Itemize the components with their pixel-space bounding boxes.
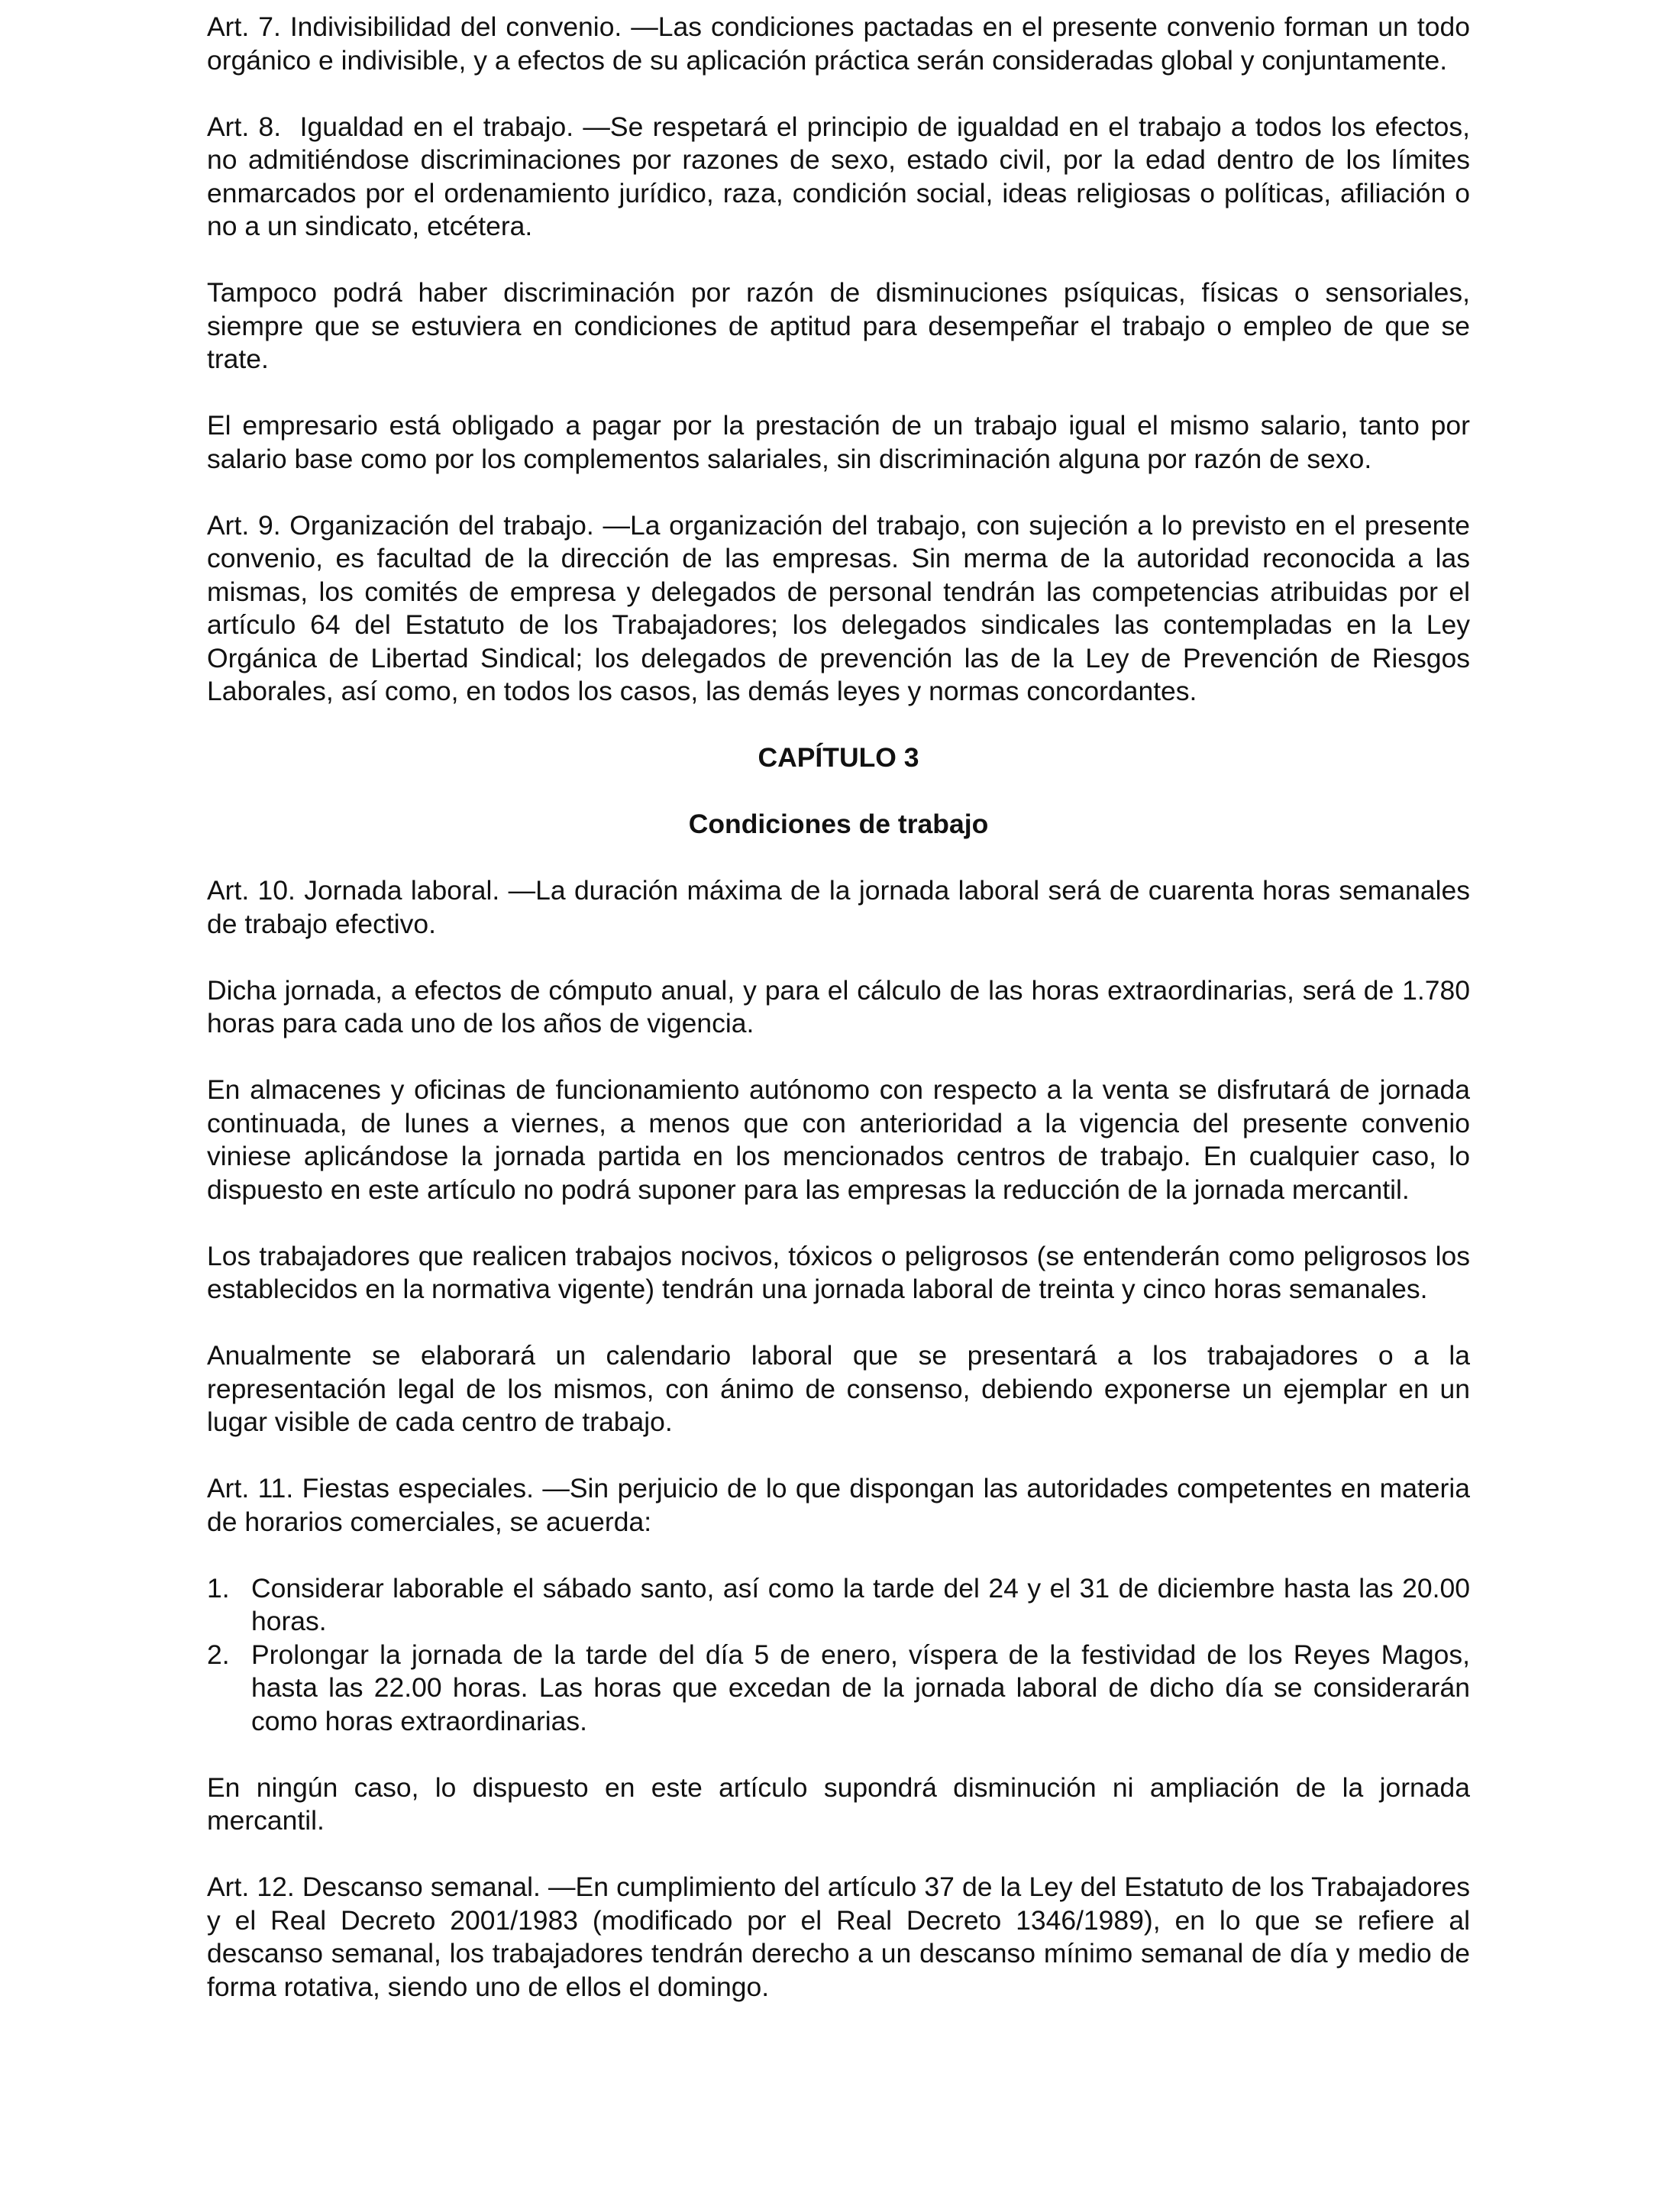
list-item-text: Considerar laborable el sábado santo, así como la tarde del 24 y el 31 de diciembre hasta las 20.00 horas. bbox=[251, 1572, 1470, 1636]
list-item bbox=[207, 1572, 1470, 1639]
article-11-list bbox=[207, 1572, 1470, 1739]
article-10-paragraph-4: Los trabajadores que realicen trabajos nocivos, tóxicos o peligrosos (se entenderán como peligrosos los establecidos en la normativa vigente) tendrán una jornada laboral de treinta y cinco horas semanales. bbox=[207, 1240, 1478, 1304]
article-7-paragraph: Art. 7. Indivisibilidad del convenio. —Las condiciones pactadas en el presente convenio forman un todo orgánico e indivisible, y a efectos de su aplicación práctica serán consideradas global y conjuntamente. bbox=[207, 11, 1478, 76]
chapter-label: CAPÍTULO 3 bbox=[758, 742, 919, 773]
article-12-paragraph: Art. 12. Descanso semanal. —En cumplimiento del artículo 37 de la Ley del Estatuto de los Trabajadores y el Real Decreto 2001/1983 (modificado por el Real Decreto 1346/1989), en lo que se refiere al descanso semanal, los trabajadores tendrán derecho a un descanso mínimo semanal de día y medio de forma rotativa, siendo uno de ellos el domingo. bbox=[207, 1872, 1478, 2002]
article-10-paragraph-2: Dicha jornada, a efectos de cómputo anual, y para el cálculo de las horas extraordinarias, será de 1.780 horas para cada uno de los años de vigencia. bbox=[207, 974, 1478, 1038]
list-item bbox=[207, 1639, 1470, 1739]
list-item-number: 1. bbox=[207, 1572, 230, 1604]
article-11-closing: En ningún caso, lo dispuesto en este artículo supondrá disminución ni ampliación de la jornada mercantil. bbox=[207, 1772, 1478, 1836]
article-8-paragraph-3: El empresario está obligado a pagar por la prestación de un trabajo igual el mismo salario, tanto por salario base como por los complementos salariales, sin discriminación alguna por razón de sexo. bbox=[207, 410, 1478, 474]
list-item-text: Prolongar la jornada de la tarde del día 5 de enero, víspera de la festividad de los Reyes Magos, hasta las 22.00 horas. Las horas que excedan de la jornada laboral de dicho día se considerarán como horas extraordinarias. bbox=[251, 1639, 1470, 1736]
article-9-paragraph: Art. 9. Organización del trabajo. —La organización del trabajo, con sujeción a lo previsto en el presente convenio, es facultad de la dirección de las empresas. Sin merma de la autoridad reconocida a las mismas, los comités de empresa y delegados de personal tendrán las competencias atribuidas por el artículo 64 del Estatuto de los Trabajadores; los delegados sindicales las contempladas en la Ley Orgánica de Libertad Sindical; los delegados de prevención las de la Ley de Prevención de Riesgos Laborales, así como, en todos los casos, las demás leyes y normas concordantes. bbox=[207, 509, 1478, 706]
list-item-number: 2. bbox=[207, 1639, 230, 1670]
chapter-title: Condiciones de trabajo bbox=[688, 809, 989, 839]
article-10-paragraph-3: En almacenes y oficinas de funcionamiento autónomo con respecto a la venta se disfrutará de jornada continuada, de lunes a viernes, a menos que con anterioridad a la vigencia del presente convenio viniese aplicándose la jornada partida en los mencionados centros de trabajo. En cualquier caso, lo dispuesto en este artículo no podrá suponer para las empresas la reducción de la jornada mercantil. bbox=[207, 1074, 1478, 1205]
article-8-paragraph: Art. 8. Igualdad en el trabajo. —Se respetará el principio de igualdad en el trabajo a todos los efectos, no admitiéndose discriminaciones por razones de sexo, estado civil, por la edad dentro de los límites enmarcados por el ordenamiento jurídico, raza, condición social, ideas religiosas o políticas, afiliación o no a un sindicato, etcétera. bbox=[207, 111, 1478, 241]
article-8-paragraph-2: Tampoco podrá haber discriminación por razón de disminuciones psíquicas, físicas o sensoriales, siempre que se estuviera en condiciones de aptitud para desempeñar el trabajo o empleo de que se trate. bbox=[207, 277, 1478, 374]
article-10-paragraph: Art. 10. Jornada laboral. —La duración máxima de la jornada laboral será de cuarenta horas semanales de trabajo efectivo. bbox=[207, 875, 1478, 939]
article-10-paragraph-5: Anualmente se elaborará un calendario laboral que se presentará a los trabajadores o a la representación legal de los mismos, con ánimo de consenso, debiendo exponerse un ejemplar en un lugar visible de cada centro de trabajo. bbox=[207, 1340, 1478, 1437]
document-page bbox=[207, 11, 1478, 2037]
article-11-intro: Art. 11. Fiestas especiales. —Sin perjuicio de lo que dispongan las autoridades competentes en materia de horarios comerciales, se acuerda: bbox=[207, 1473, 1478, 1537]
